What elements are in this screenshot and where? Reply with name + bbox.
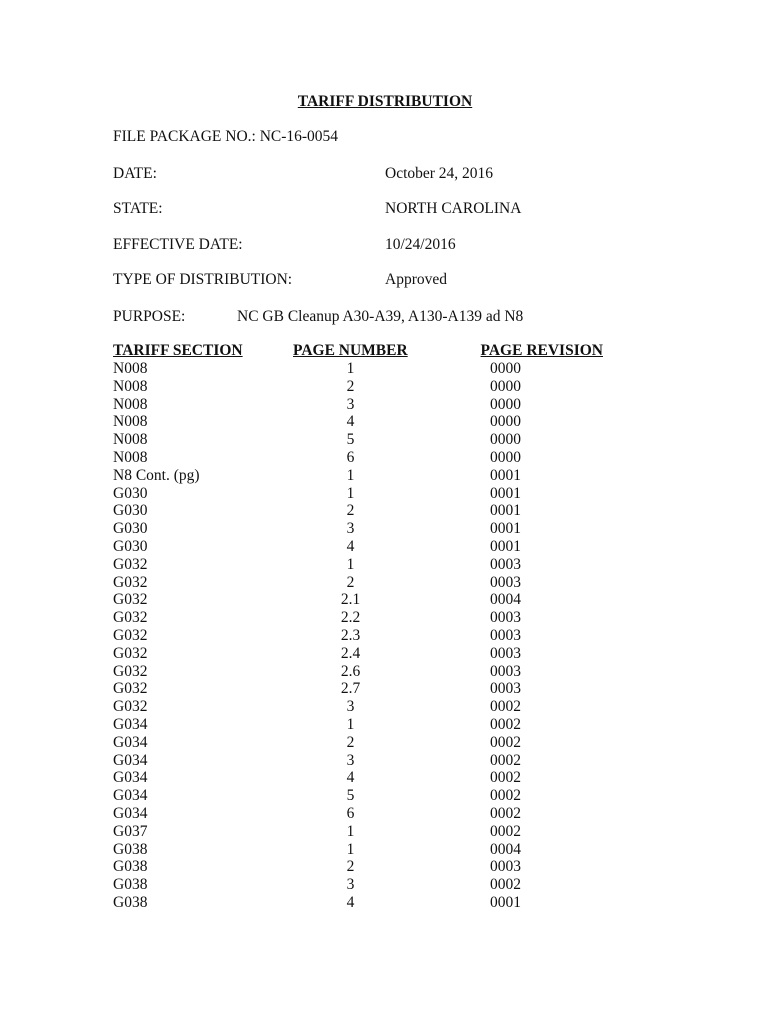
cell-page-number: 3 [346,520,355,538]
cell-page-number: 1 [346,360,355,377]
cell-page-number: 2.7 [340,680,361,698]
table-body [113,360,633,912]
cell-tariff-section: G038 [113,840,148,858]
state-label: STATE: [113,200,163,217]
cell-page-revision: 0003 [490,680,521,698]
cell-tariff-section: G032 [113,662,148,680]
cell-page-number: 2 [346,377,355,395]
table-row [113,627,633,645]
cell-page-revision: 0001 [490,537,521,555]
table-row [113,680,633,698]
cell-page-revision: 0001 [490,893,521,911]
table-header [113,342,633,360]
cell-page-revision: 0001 [490,484,521,502]
cell-tariff-section: G037 [113,822,148,840]
cell-page-revision: 0003 [490,644,521,662]
cell-page-number: 3 [346,751,355,769]
file-package-number: FILE PACKAGE NO.: NC-16-0054 [113,128,339,145]
cell-tariff-section: N008 [113,413,148,431]
state-value: NORTH CAROLINA [385,200,522,217]
cell-tariff-section: G032 [113,555,148,573]
cell-page-revision: 0000 [490,395,521,413]
effective-date-value: 10/24/2016 [385,236,456,253]
cell-page-number: 4 [346,893,355,911]
table-row [113,360,633,378]
cell-page-number: 2 [346,502,355,520]
cell-page-number: 3 [346,876,355,894]
table-row [113,716,633,734]
cell-page-number: 2.2 [340,609,361,627]
cell-tariff-section: G030 [113,484,148,502]
distribution-type-label: TYPE OF DISTRIBUTION: [113,271,293,288]
cell-page-revision: 0002 [490,787,521,805]
header-page-revision: PAGE REVISION [480,342,603,359]
cell-page-revision: 0000 [490,431,521,449]
table-row [113,449,633,467]
cell-page-revision: 0004 [490,591,521,609]
cell-page-number: 2.4 [340,644,361,662]
table-row [113,805,633,823]
cell-tariff-section: G032 [113,573,148,591]
date-value: October 24, 2016 [385,165,494,182]
table-row [113,769,633,787]
cell-tariff-section: G034 [113,751,148,769]
table-row [113,378,633,396]
header-tariff-section: TARIFF SECTION [113,342,243,359]
cell-page-revision: 0003 [490,662,521,680]
cell-page-number: 5 [346,431,355,449]
cell-page-number: 1 [346,840,355,858]
table-row [113,841,633,859]
cell-tariff-section: G034 [113,715,148,733]
cell-tariff-section: N008 [113,448,148,466]
cell-page-number: 1 [346,466,355,484]
cell-page-revision: 0000 [490,448,521,466]
table-row [113,663,633,681]
date-label: DATE: [113,165,157,182]
cell-page-revision: 0003 [490,626,521,644]
table-row [113,645,633,663]
table-row [113,734,633,752]
cell-tariff-section: G032 [113,591,148,609]
cell-page-revision: 0002 [490,715,521,733]
cell-page-revision: 0002 [490,698,521,716]
table-row [113,520,633,538]
cell-page-number: 2 [346,733,355,751]
cell-page-revision: 0000 [490,413,521,431]
table-row [113,823,633,841]
cell-page-number: 1 [346,555,355,573]
table-row [113,698,633,716]
cell-tariff-section: G032 [113,680,148,698]
cell-page-number: 2.3 [340,626,361,644]
cell-page-number: 5 [346,787,355,805]
table-row [113,752,633,770]
table-row [113,413,633,431]
cell-tariff-section: G034 [113,787,148,805]
table-row [113,591,633,609]
cell-page-number: 6 [346,448,355,466]
table-row [113,431,633,449]
table-row [113,396,633,414]
cell-tariff-section: G032 [113,609,148,627]
table-row [113,538,633,556]
table-row [113,574,633,592]
cell-page-revision: 0003 [490,573,521,591]
cell-tariff-section: G030 [113,520,148,538]
cell-page-number: 3 [346,395,355,413]
table-row [113,609,633,627]
cell-page-revision: 0004 [490,840,521,858]
cell-page-number: 2 [346,573,355,591]
tariff-table [113,342,633,912]
cell-tariff-section: G034 [113,804,148,822]
table-row [113,858,633,876]
table-row [113,894,633,912]
cell-page-revision: 0002 [490,876,521,894]
document-title: TARIFF DISTRIBUTION [297,93,473,110]
cell-tariff-section: G038 [113,858,148,876]
cell-page-number: 4 [346,769,355,787]
table-row [113,502,633,520]
table-row [113,556,633,574]
table-row [113,876,633,894]
cell-page-revision: 0001 [490,466,521,484]
cell-tariff-section: G030 [113,502,148,520]
table-row [113,485,633,503]
cell-page-revision: 0000 [490,360,521,377]
cell-page-number: 1 [346,822,355,840]
cell-page-revision: 0002 [490,751,521,769]
cell-page-revision: 0003 [490,858,521,876]
table-row [113,787,633,805]
cell-tariff-section: G032 [113,626,148,644]
cell-page-revision: 0003 [490,609,521,627]
cell-page-number: 4 [346,537,355,555]
cell-page-number: 2 [346,858,355,876]
cell-page-revision: 0001 [490,502,521,520]
cell-page-revision: 0002 [490,804,521,822]
purpose-label: PURPOSE: [113,308,186,325]
cell-page-revision: 0000 [490,377,521,395]
cell-page-revision: 0002 [490,733,521,751]
cell-page-revision: 0002 [490,822,521,840]
effective-date-label: EFFECTIVE DATE: [113,236,243,253]
cell-page-number: 2.1 [340,591,361,609]
cell-page-number: 1 [346,484,355,502]
cell-tariff-section: G038 [113,876,148,894]
cell-page-revision: 0003 [490,555,521,573]
header-page-number: PAGE NUMBER [293,342,408,359]
cell-tariff-section: N008 [113,377,148,395]
cell-page-revision: 0001 [490,520,521,538]
cell-tariff-section: G034 [113,733,148,751]
cell-tariff-section: G032 [113,698,148,716]
cell-tariff-section: N008 [113,360,148,377]
cell-page-number: 1 [346,715,355,733]
cell-tariff-section: G032 [113,644,148,662]
cell-tariff-section: N008 [113,431,148,449]
cell-page-number: 2.6 [340,662,361,680]
purpose-value: NC GB Cleanup A30-A39, A130-A139 ad N8 [237,308,524,325]
cell-tariff-section: N8 Cont. (pg) [113,466,200,484]
table-row [113,467,633,485]
cell-tariff-section: G030 [113,537,148,555]
cell-page-number: 6 [346,804,355,822]
distribution-type-value: Approved [385,271,447,288]
cell-tariff-section: N008 [113,395,148,413]
cell-page-number: 4 [346,413,355,431]
cell-page-revision: 0002 [490,769,521,787]
cell-tariff-section: G038 [113,893,148,911]
cell-page-number: 3 [346,698,355,716]
cell-tariff-section: G034 [113,769,148,787]
